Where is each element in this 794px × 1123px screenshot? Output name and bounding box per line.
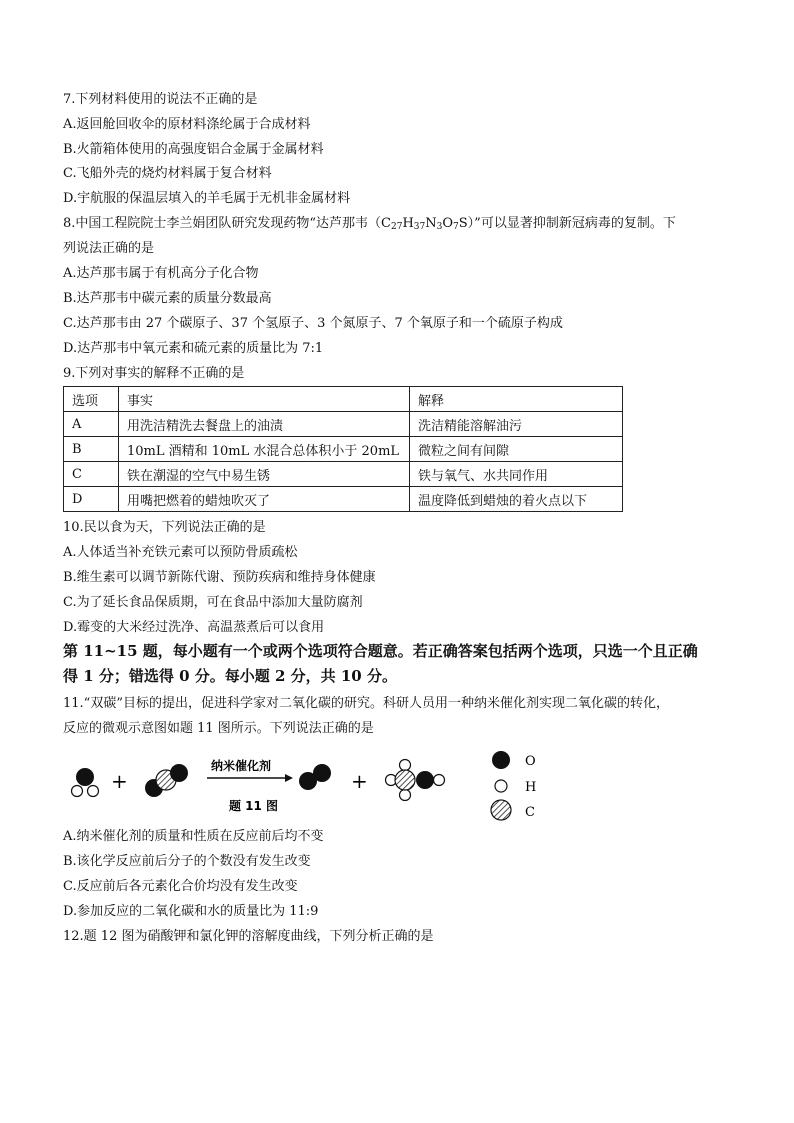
q8-stem-part2: S）”可以显著抑制新冠病毒的复制。下: [458, 216, 676, 231]
q8-elem-h: H: [402, 216, 414, 231]
q7-option-d: D.宇航服的保温层填入的羊毛属于无机非金属材料: [63, 191, 351, 206]
q8-sub-o: 7: [453, 222, 459, 232]
q7-option-b: B.火箭箱体使用的高强度铝合金属于金属材料: [63, 142, 324, 157]
carbon-legend-icon: [491, 800, 511, 820]
q7-stem: 7.下列材料使用的说法不正确的是: [63, 92, 258, 107]
hydrogen-atom: [400, 760, 411, 771]
methanol-molecule: [386, 760, 445, 801]
table-cell: D: [64, 487, 119, 512]
table-cell: 用嘴把燃着的蜡烛吹灭了: [119, 487, 410, 512]
table-row: [64, 487, 623, 512]
table-cell: 10mL 酒精和 10mL 水混合总体积小于 20mL: [119, 437, 410, 462]
q10-option-c: C.为了延长食品保质期，可在食品中添加大量防腐剂: [63, 595, 363, 610]
oxygen-atom: [416, 771, 434, 789]
q8-sub-c: 27: [391, 222, 403, 232]
table-cell: A: [64, 412, 119, 437]
water-molecule: [72, 768, 99, 797]
table-header-row: [64, 387, 623, 412]
hydrogen-legend-icon: [495, 780, 507, 792]
q8-option-d: D.达芦那韦中氧元素和硫元素的质量比为 7:1: [63, 341, 324, 356]
oxygen-atom: [313, 764, 331, 782]
q11-option-d: D.参加反应的二氧化碳和水的质量比为 11:9: [63, 904, 319, 919]
q7-option-a: A.返回舱回收伞的原材料涤纶属于合成材料: [63, 117, 311, 132]
q9-stem: 9.下列对事实的解释不正确的是: [63, 366, 245, 381]
table-header-cell: 解释: [410, 387, 623, 412]
q8-option-c: C.达芦那韦由 27 个碳原子、37 个氢原子、3 个氮原子、7 个氧原子和一个硫原子构成: [63, 316, 563, 331]
table-cell: 铁在潮湿的空气中易生锈: [119, 462, 410, 487]
q8-option-b: B.达芦那韦中碳元素的质量分数最高: [63, 291, 272, 306]
table-cell: 铁与氧气、水共同作用: [410, 462, 623, 487]
catalyst-label: 纳米催化剂: [211, 759, 272, 773]
reaction-diagram: [63, 744, 563, 826]
q11-option-c: C.反应前后各元素化合价均没有发生改变: [63, 879, 298, 894]
legend-label-c: C: [525, 805, 535, 820]
q8-sub-n: 3: [436, 222, 443, 232]
carbon-atom: [395, 770, 415, 790]
q11-option-b: B.该化学反应前后分子的个数没有发生改变: [63, 854, 311, 869]
q10-option-a: A.人体适当补充铁元素可以预防骨质疏松: [63, 545, 298, 560]
q10-option-b: B.维生素可以调节新陈代谢、预防疾病和维持身体健康: [63, 570, 376, 585]
table-row: [64, 437, 623, 462]
q9-table: [63, 386, 623, 512]
atom-legend: [491, 751, 536, 820]
q11-option-a: A.纳米催化剂的质量和性质在反应前后均不变: [63, 829, 324, 844]
plus-sign: +: [111, 769, 128, 793]
table-cell: 微粒之间有间隙: [410, 437, 623, 462]
hydrogen-atom: [434, 775, 445, 786]
carbon-dioxide-molecule: [145, 764, 188, 797]
q8-option-a: A.达芦那韦属于有机高分子化合物: [63, 266, 259, 281]
table-cell: B: [64, 437, 119, 462]
table-cell: 洗洁精能溶解油污: [410, 412, 623, 437]
oxygen-legend-icon: [492, 751, 510, 769]
oxygen-molecule: [299, 764, 331, 790]
q10-option-d: D.霉变的大米经过洗净、高温蒸煮后可以食用: [63, 620, 325, 635]
hydrogen-atom: [400, 790, 411, 801]
q8-stem-line1: [63, 216, 676, 235]
legend-label-h: H: [525, 780, 537, 795]
table-cell: 用洗洁精洗去餐盘上的油渍: [119, 412, 410, 437]
plus-sign: +: [351, 769, 368, 793]
q8-stem-part1: 8.中国工程院院士李兰娟团队研究发现药物“达芦那韦（C: [63, 216, 391, 231]
q8-elem-n: N: [425, 216, 437, 231]
q10-stem: 10.民以食为天，下列说法正确的是: [63, 520, 266, 535]
q11-stem-line1: 11.“双碳”目标的提出，促进科学家对二氧化碳的研究。科研人员用一种纳米催化剂实现二氧化碳的转化，: [63, 696, 669, 711]
table-cell: C: [64, 462, 119, 487]
hydrogen-atom: [88, 786, 99, 797]
table-header-cell: 选项: [64, 387, 119, 412]
table-header-cell: 事实: [119, 387, 410, 412]
legend-label-o: O: [525, 754, 536, 769]
section-heading-line1: 第 11~15 题，每小题有一个或两个选项符合题意。若正确答案包括两个选项，只选一个且正确: [63, 642, 698, 660]
table-row: [64, 462, 623, 487]
oxygen-atom: [170, 764, 188, 782]
q8-elem-o: O: [442, 216, 454, 231]
q8-sub-h: 37: [413, 222, 426, 232]
table-cell: 温度降低到蜡烛的着火点以下: [410, 487, 623, 512]
q8-stem-line2: 列说法正确的是: [63, 241, 155, 256]
q11-stem-line2: 反应的微观示意图如题 11 图所示。下列说法正确的是: [63, 721, 374, 736]
q12-stem: 12.题 12 图为硝酸钾和氯化钾的溶解度曲线，下列分析正确的是: [63, 929, 434, 944]
section-heading-line2: 得 1 分；错选得 0 分。每小题 2 分，共 10 分。: [63, 667, 397, 685]
q7-option-c: C.飞船外壳的烧灼材料属于复合材料: [63, 166, 272, 181]
hydrogen-atom: [72, 786, 83, 797]
oxygen-atom: [76, 768, 94, 786]
arrowhead-icon: [285, 774, 293, 782]
figure-caption: 题 11 图: [229, 799, 279, 813]
table-row: [64, 412, 623, 437]
